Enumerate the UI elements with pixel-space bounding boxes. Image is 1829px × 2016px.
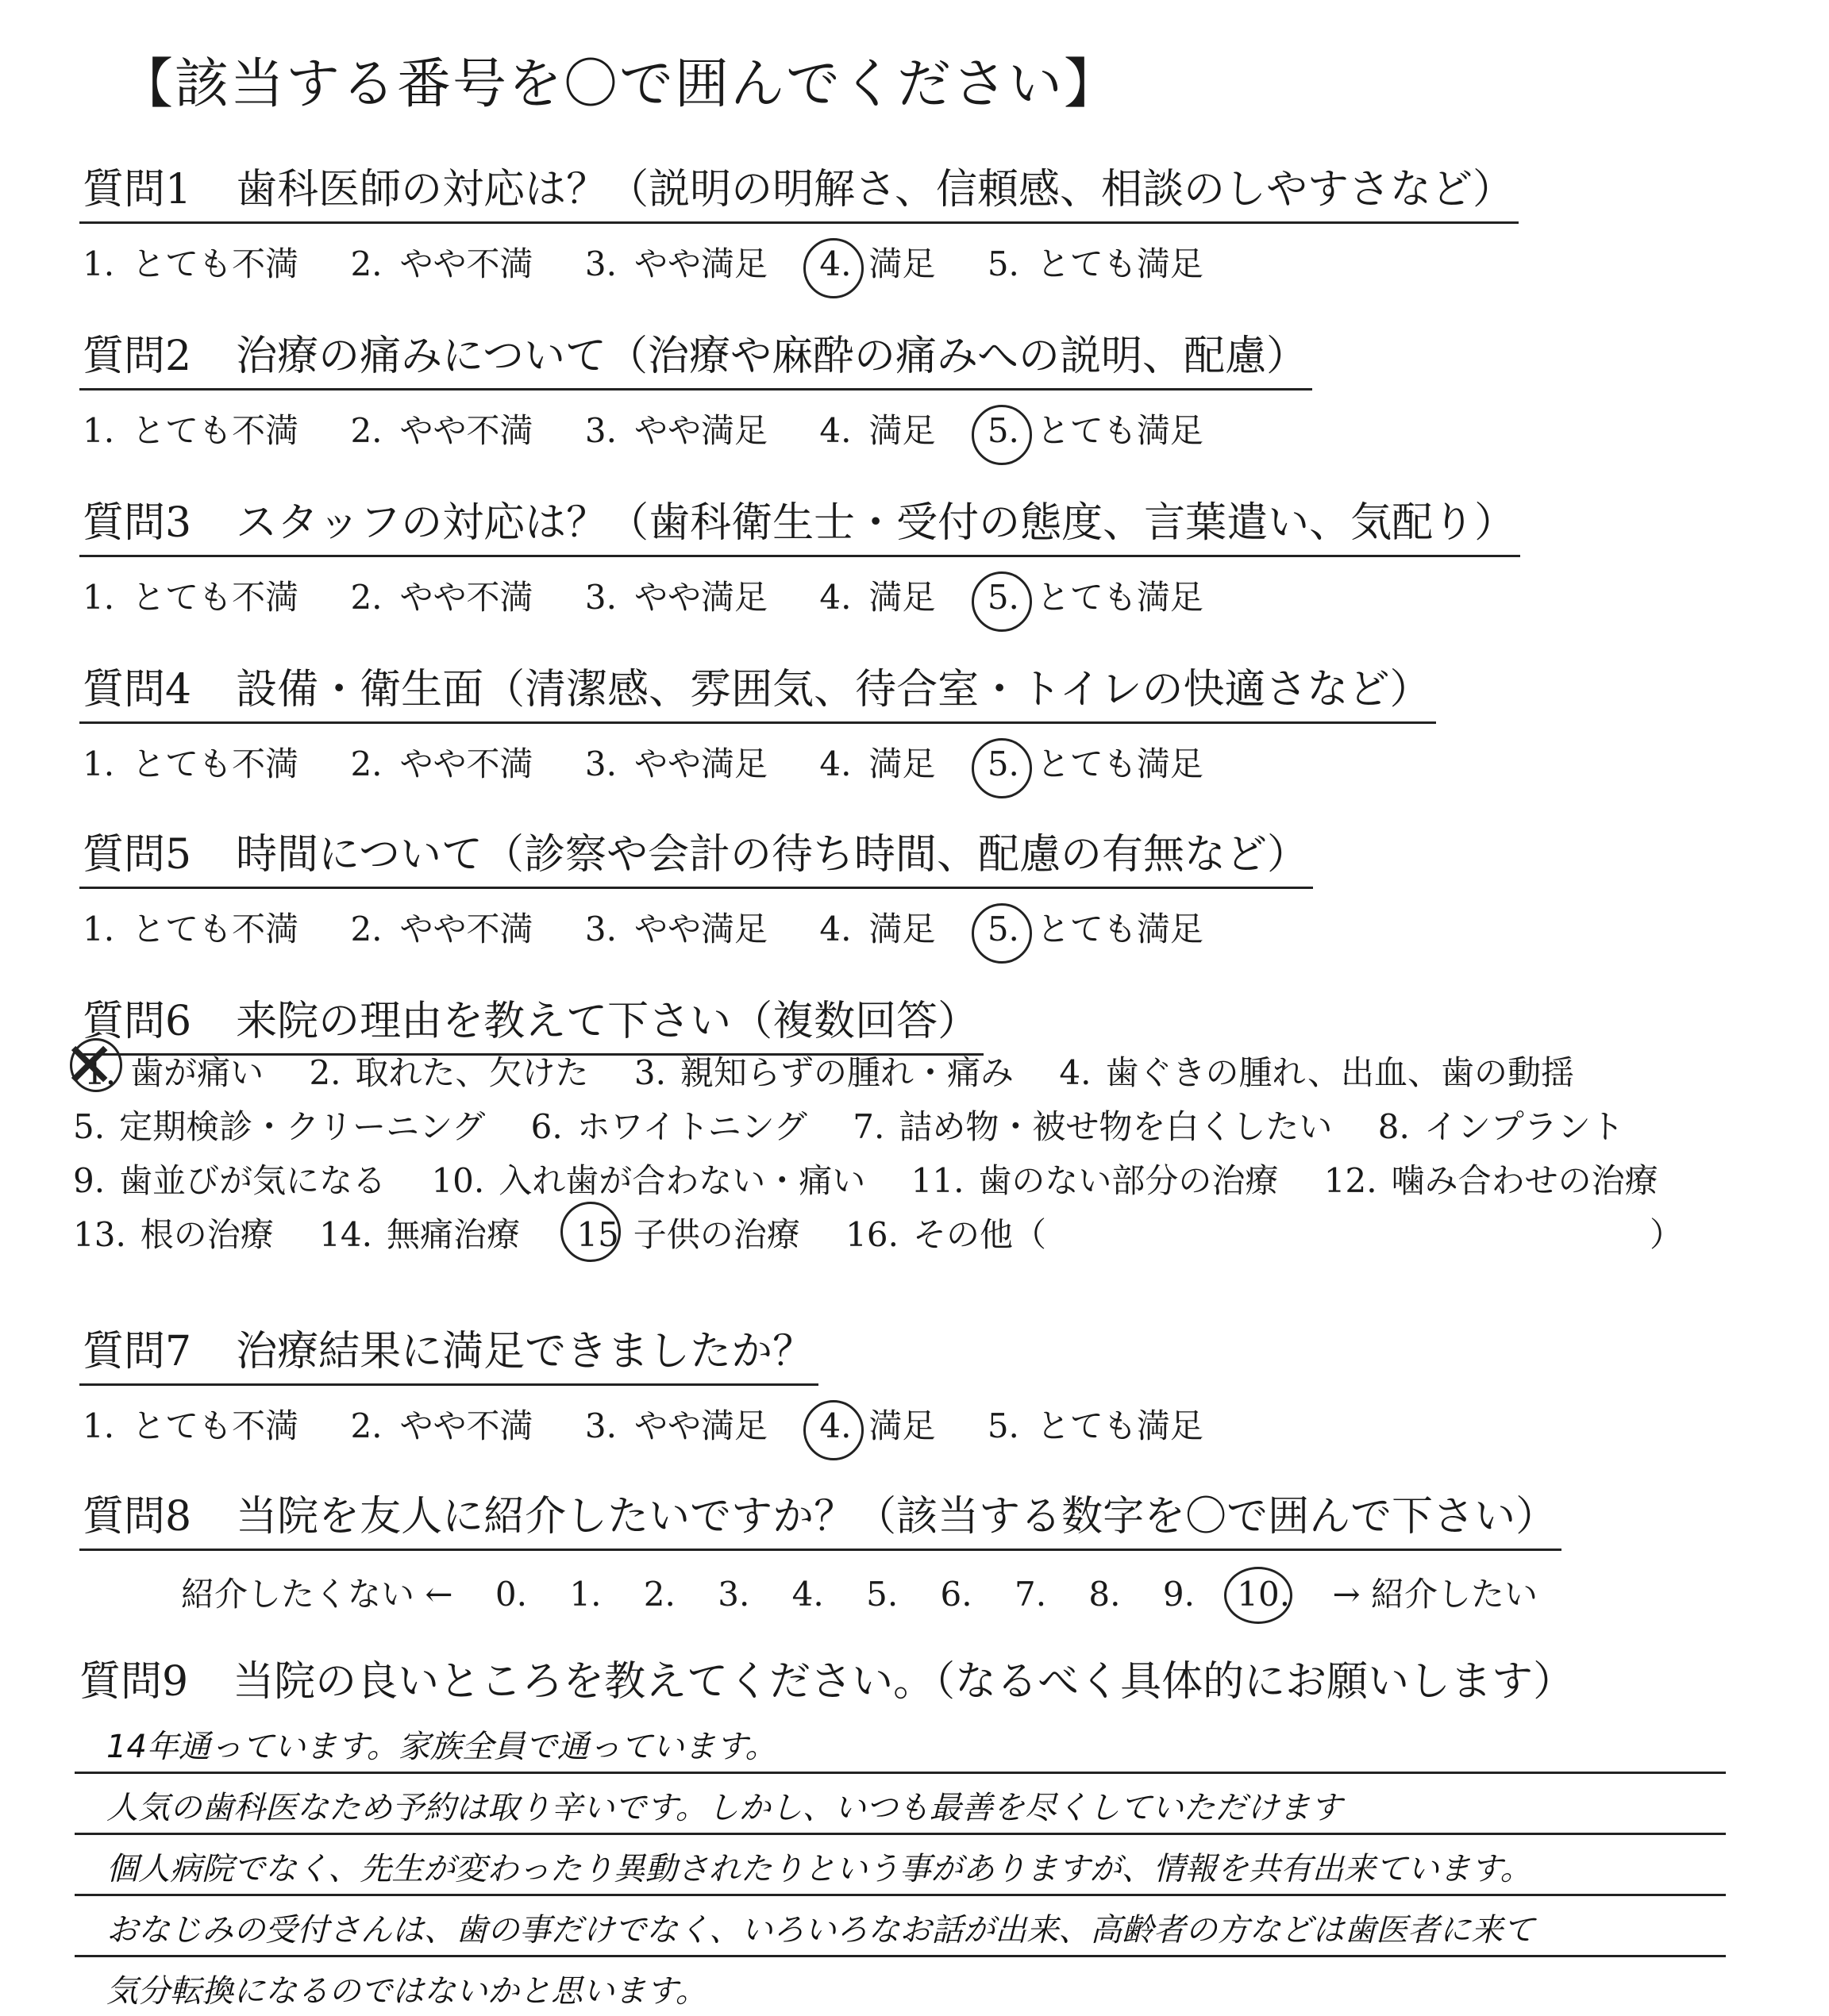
question-title	[79, 1648, 1574, 1707]
option-2[interactable]: 2. やや不満	[350, 244, 533, 283]
question-number: 質問6	[83, 998, 192, 1045]
reason-option-1-crossed[interactable]: 1. ✕ 歯が痛い	[84, 1046, 264, 1100]
question-3	[79, 489, 1520, 619]
option-5[interactable]: 5. とても満足	[987, 1406, 1203, 1445]
question-number: 質問4	[83, 666, 192, 714]
reason-option-5[interactable]: 5. 定期検診・クリーニング	[73, 1107, 486, 1146]
option-2[interactable]: 2. やや不満	[350, 1406, 533, 1445]
question-title	[79, 656, 1436, 724]
question-4	[79, 656, 1436, 786]
option-1[interactable]: 1. とても不満	[83, 744, 299, 783]
reason-option-11[interactable]: 11. 歯のない部分の治療	[911, 1161, 1279, 1200]
question-text: 治療の痛みについて（治療や麻酔の痛みへの説明、配慮）	[236, 333, 1308, 380]
scale-value-8[interactable]: 8.	[1088, 1575, 1121, 1614]
reason-option-2[interactable]: 2. 取れた、欠けた	[309, 1053, 589, 1092]
option-1[interactable]: 1. とても不満	[83, 910, 299, 948]
scale-value-2[interactable]: 2.	[643, 1575, 676, 1614]
answer-line-2: 人気の歯科医なため予約は取り辛いです。しかし、いつも最善を尽くしていただけます	[75, 1774, 1726, 1835]
question-text: 時間について（診察や会計の待ち時間、配慮の有無など）	[236, 831, 1309, 879]
question-number: 質問9	[79, 1658, 189, 1706]
option-5-selected[interactable]: 5. とても満足	[987, 910, 1203, 948]
scale-value-1[interactable]: 1.	[569, 1575, 602, 1614]
option-5[interactable]: 5. とても満足	[987, 244, 1203, 283]
question-text: 当院の良いところを教えてください。（なるべく具体的にお願いします）	[233, 1658, 1575, 1706]
scale-value-4[interactable]: 4.	[791, 1575, 824, 1614]
reason-option-10[interactable]: 10. 入れ歯が合わない・痛い	[431, 1161, 866, 1200]
page-title: 【該当する番号を〇で囲んでください】	[119, 53, 1120, 116]
scale-value-10-selected[interactable]: 10.	[1237, 1575, 1291, 1614]
scale-value-6[interactable]: 6.	[940, 1575, 972, 1614]
question-text: 当院を友人に紹介したいですか？（該当する数字を〇で囲んで下さい）	[236, 1493, 1558, 1541]
question-number: 質問2	[83, 333, 192, 380]
answer-options	[79, 405, 1312, 452]
option-4-selected[interactable]: 4. 満足	[819, 1406, 936, 1445]
reason-option-15-selected[interactable]: 15 子供の治療	[576, 1208, 799, 1262]
question-9	[79, 1648, 1574, 1707]
reason-option-14[interactable]: 14. 無痛治療	[319, 1215, 520, 1254]
question-text: 歯科医師の対応は？（説明の明解さ、信頼感、相談のしやすさなど）	[236, 166, 1515, 214]
scale-value-9[interactable]: 9.	[1162, 1575, 1195, 1614]
question-title	[79, 1318, 818, 1386]
answer-line-1: 14年通っています。家族全員で通っています。	[75, 1713, 1726, 1774]
answer-line-5: 気分転換になるのではないかと思います。	[106, 1973, 707, 2010]
question-number: 質問3	[83, 499, 192, 547]
answer-line-4: おなじみの受付さんは、歯の事だけでなく、いろいろなお話が出来、高齢者の方などは歯医者に来て	[75, 1896, 1726, 1957]
question-title	[79, 821, 1313, 889]
option-1[interactable]: 1. とても不満	[83, 1406, 299, 1445]
option-3[interactable]: 3. やや満足	[584, 411, 768, 450]
question-title	[79, 1483, 1561, 1551]
question-title	[79, 322, 1312, 391]
reason-option-7[interactable]: 7. 詰め物・被せ物を白くしたい	[853, 1107, 1333, 1146]
scale-right-label: → 紹介したい	[1332, 1575, 1538, 1614]
question-number: 質問7	[83, 1328, 192, 1375]
option-5-selected[interactable]: 5. とても満足	[987, 578, 1203, 617]
option-3[interactable]: 3. やや満足	[584, 910, 768, 948]
scale-value-7[interactable]: 7.	[1014, 1575, 1047, 1614]
option-4-selected[interactable]: 4. 満足	[819, 244, 936, 283]
option-4[interactable]: 4. 満足	[819, 578, 936, 617]
option-3[interactable]: 3. やや満足	[584, 744, 768, 783]
answer-options	[79, 1400, 1245, 1448]
question-text: 治療結果に満足できましたか？	[236, 1328, 814, 1375]
option-2[interactable]: 2. やや不満	[350, 578, 533, 617]
option-1[interactable]: 1. とても不満	[83, 411, 299, 450]
reason-option-3[interactable]: 3. 親知らずの腫れ・痛み	[633, 1053, 1014, 1092]
reason-option-13[interactable]: 13. 根の治療	[73, 1215, 274, 1254]
option-2[interactable]: 2. やや不満	[350, 744, 533, 783]
answer-options	[79, 238, 1519, 286]
reason-option-16[interactable]: 16. その他（ ）	[845, 1215, 1683, 1254]
option-2[interactable]: 2. やや不満	[350, 411, 533, 450]
question-number: 質問8	[83, 1493, 192, 1541]
option-2[interactable]: 2. やや不満	[350, 910, 533, 948]
option-3[interactable]: 3. やや満足	[584, 578, 768, 617]
option-4[interactable]: 4. 満足	[819, 910, 936, 948]
question-5	[79, 821, 1313, 951]
question-2	[79, 322, 1312, 452]
scale-left-label: 紹介したくない ←	[181, 1575, 453, 1614]
option-4[interactable]: 4. 満足	[819, 744, 936, 783]
reason-option-12[interactable]: 12. 噛み合わせの治療	[1323, 1161, 1658, 1200]
question-text: 設備・衛生面（清潔感、雰囲気、待合室・トイレの快適さなど）	[236, 666, 1431, 714]
free-answer-area[interactable]	[75, 1713, 1726, 2016]
reason-option-6[interactable]: 6. ホワイトニング	[530, 1107, 807, 1146]
reason-option-9[interactable]: 9. 歯並びが気になる	[73, 1161, 387, 1200]
question-7	[79, 1318, 1245, 1448]
scale-value-3[interactable]: 3.	[718, 1575, 750, 1614]
option-5-selected[interactable]: 5. とても満足	[987, 744, 1203, 783]
option-3[interactable]: 3. やや満足	[584, 244, 768, 283]
reason-options	[73, 1046, 1718, 1262]
option-1[interactable]: 1. とても不満	[83, 578, 299, 617]
question-1	[79, 156, 1519, 286]
question-number: 質問1	[83, 166, 192, 214]
scale-value-0[interactable]: 0.	[495, 1575, 527, 1614]
answer-line-3: 個人病院でなく、先生が変わったり異動されたりという事がありますが、情報を共有出来ています。	[75, 1835, 1726, 1896]
reason-option-8[interactable]: 8. インプラント	[1377, 1107, 1624, 1146]
answer-options	[79, 571, 1520, 619]
recommend-scale	[79, 1568, 1569, 1616]
option-5-selected[interactable]: 5. とても満足	[987, 411, 1203, 450]
reason-option-4[interactable]: 4. 歯ぐきの腫れ、出血、歯の動揺	[1059, 1053, 1574, 1092]
question-text: スタッフの対応は？（歯科衛生士・受付の態度、言葉遣い、気配り）	[236, 499, 1516, 547]
answer-options	[79, 738, 1436, 786]
scale-value-5[interactable]: 5.	[866, 1575, 899, 1614]
question-title	[79, 489, 1520, 557]
option-4[interactable]: 4. 満足	[819, 411, 936, 450]
question-text: 来院の理由を教えて下さい（複数回答）	[236, 998, 980, 1045]
question-8	[79, 1483, 1569, 1616]
option-1[interactable]: 1. とても不満	[83, 244, 299, 283]
answer-options	[79, 903, 1313, 951]
question-title	[79, 156, 1519, 224]
question-number: 質問5	[83, 831, 192, 879]
option-3[interactable]: 3. やや満足	[584, 1406, 768, 1445]
